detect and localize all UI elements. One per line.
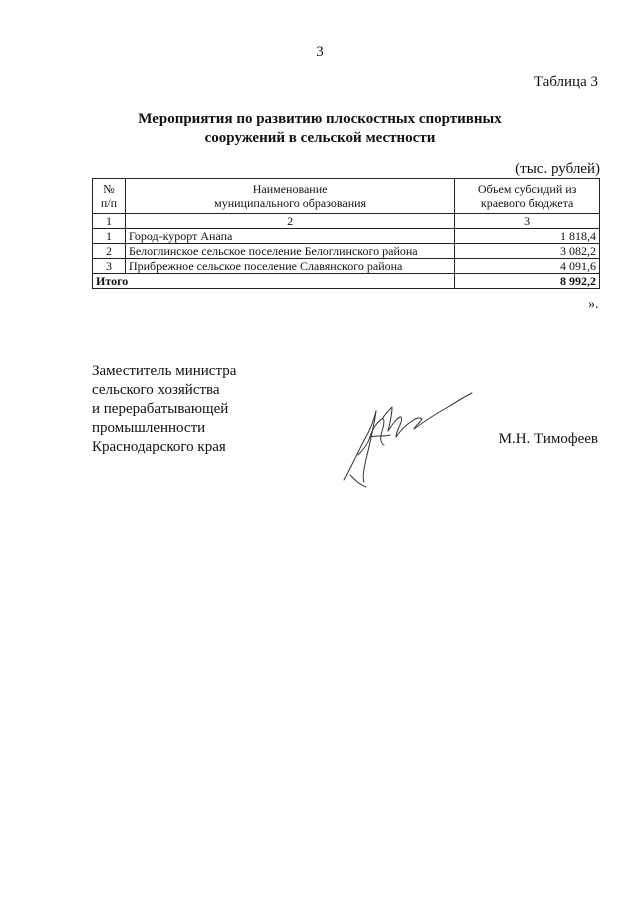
- document-title-line-2: сооружений в сельской местности: [204, 130, 436, 146]
- row-num: 1: [93, 229, 126, 244]
- signer-name: М.Н. Тимофеев: [498, 431, 598, 447]
- column-index-2: 2: [125, 214, 454, 229]
- subsidies-table: [92, 178, 600, 289]
- total-amount: 8 992,2: [455, 274, 600, 289]
- row-num: 3: [93, 259, 126, 274]
- header-num-line-2: п/п: [100, 196, 118, 210]
- signatory-position-line: сельского хозяйства: [92, 382, 220, 398]
- document-title-line-1: Мероприятия по развитию плоскостных спортивных: [138, 111, 502, 127]
- header-num: [93, 179, 126, 214]
- header-name-line-2: муниципального образования: [214, 196, 367, 210]
- row-name: Белоглинское сельское поселение Белоглинского района: [125, 244, 454, 259]
- row-amount: 3 082,2: [455, 244, 600, 259]
- header-name-line-1: Наименование: [252, 182, 328, 196]
- column-index-3: 3: [455, 214, 600, 229]
- header-name: [125, 179, 454, 214]
- signatory-position-line: и перерабатывающей: [92, 401, 229, 417]
- column-index-1: 1: [93, 214, 126, 229]
- row-name: Город-курорт Анапа: [125, 229, 454, 244]
- closing-quote: ».: [588, 297, 599, 312]
- table-header-row: [93, 179, 600, 214]
- row-amount: 4 091,6: [455, 259, 600, 274]
- handwritten-signature-icon: [330, 385, 480, 495]
- signatory-position: [92, 362, 236, 457]
- header-amount-line-2: краевого бюджета: [480, 196, 574, 210]
- table-label: Таблица 3: [533, 74, 598, 90]
- total-label: Итого: [93, 274, 455, 289]
- row-amount: 1 818,4: [455, 229, 600, 244]
- header-amount-line-1: Объем субсидий из: [477, 182, 577, 196]
- column-index-row: [93, 214, 600, 229]
- total-row: [93, 274, 600, 289]
- signatory-position-line: Заместитель министра: [92, 363, 237, 379]
- signatory-position-line: Краснодарского края: [92, 439, 226, 455]
- signatory-position-line: промышленности: [92, 420, 206, 436]
- document-title: [0, 110, 640, 148]
- table-row: [93, 244, 600, 259]
- row-num: 2: [93, 244, 126, 259]
- header-amount: [455, 179, 600, 214]
- row-name: Прибрежное сельское поселение Славянского района: [125, 259, 454, 274]
- header-num-line-1: №: [103, 182, 115, 196]
- table-row: [93, 259, 600, 274]
- units-label: (тыс. рублей): [515, 161, 600, 177]
- page-number: 3: [316, 44, 324, 60]
- table-row: [93, 229, 600, 244]
